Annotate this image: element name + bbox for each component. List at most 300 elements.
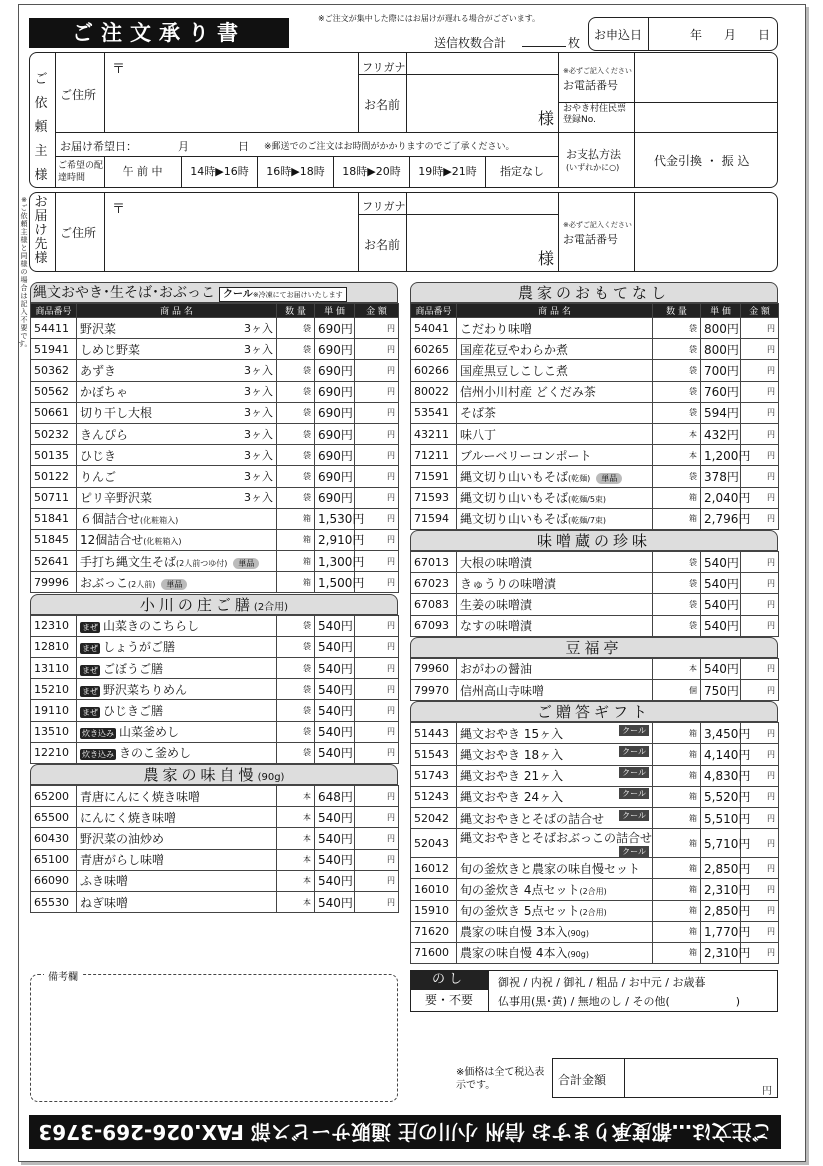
product-name-cell bbox=[457, 615, 653, 636]
product-sub: (2人前つゆ付) bbox=[176, 558, 228, 568]
amount-field[interactable]: 円 bbox=[355, 572, 399, 593]
product-name: ふき味噌 bbox=[80, 874, 129, 889]
product-name: しめじ野菜 bbox=[80, 342, 141, 357]
quantity-field[interactable]: 箱 bbox=[277, 572, 315, 593]
product-row bbox=[411, 900, 779, 921]
delivery-time-label: ご希望の配達時間 bbox=[58, 161, 104, 183]
amount-field[interactable]: 円 bbox=[741, 487, 779, 508]
quantity-field[interactable]: 袋 bbox=[277, 742, 315, 763]
product-row bbox=[31, 849, 399, 870]
product-table bbox=[30, 615, 399, 764]
amount-field[interactable]: 円 bbox=[355, 721, 399, 742]
client-address-field[interactable] bbox=[106, 54, 358, 130]
product-code: 67023 bbox=[411, 573, 457, 594]
unit-price: 1,300円 bbox=[315, 551, 355, 572]
column-header-qty: 数 量 bbox=[653, 304, 701, 318]
product-name: 縄文切り山いもそば bbox=[460, 512, 569, 527]
amount-field[interactable]: 円 bbox=[741, 573, 779, 594]
product-name-cell bbox=[77, 402, 277, 423]
amount-field[interactable]: 円 bbox=[355, 700, 399, 721]
quantity-field[interactable]: 袋 bbox=[653, 318, 701, 339]
product-table bbox=[30, 785, 399, 913]
remarks-box[interactable] bbox=[30, 974, 398, 1102]
amount-field[interactable]: 円 bbox=[741, 318, 779, 339]
year-label: 年 bbox=[690, 28, 703, 42]
amount-field[interactable]: 円 bbox=[355, 786, 399, 807]
amount-field[interactable]: 円 bbox=[741, 879, 779, 900]
product-name-cell bbox=[457, 552, 653, 573]
unit-price: 594円 bbox=[701, 402, 741, 423]
dest-side-label: お届け先様 bbox=[34, 195, 48, 266]
product-name-cell bbox=[77, 721, 277, 742]
product-row bbox=[31, 402, 399, 423]
product-name: 縄文おやき 18ヶ入 bbox=[460, 747, 564, 762]
product-row bbox=[411, 381, 779, 402]
amount-field[interactable]: 円 bbox=[741, 508, 779, 529]
product-code: 65100 bbox=[31, 849, 77, 870]
quantity-field[interactable]: 箱 bbox=[277, 529, 315, 550]
quantity-field[interactable]: 箱 bbox=[653, 487, 701, 508]
quantity-field[interactable]: 袋 bbox=[277, 679, 315, 700]
quantity-field[interactable]: 袋 bbox=[653, 466, 701, 487]
dest-postal-mark: 〒 bbox=[112, 202, 126, 217]
amount-field[interactable]: 円 bbox=[741, 679, 779, 700]
unit-price: 690円 bbox=[315, 487, 355, 508]
unit-price: 1,200円 bbox=[701, 445, 741, 466]
unit-price: 540円 bbox=[701, 594, 741, 615]
quantity-field[interactable]: 箱 bbox=[277, 508, 315, 529]
amount-field[interactable]: 円 bbox=[741, 858, 779, 879]
unit-price: 690円 bbox=[315, 445, 355, 466]
product-name-cell bbox=[457, 381, 653, 402]
unit-price: 540円 bbox=[315, 870, 355, 891]
quantity-field[interactable]: 袋 bbox=[277, 615, 315, 636]
quantity-field[interactable]: 袋 bbox=[277, 445, 315, 466]
product-code: 51845 bbox=[31, 529, 77, 550]
amount-field[interactable]: 円 bbox=[355, 423, 399, 444]
product-row bbox=[411, 723, 779, 744]
product-row bbox=[31, 508, 399, 529]
client-postal-mark: 〒 bbox=[112, 62, 126, 77]
total-label: 合計金額 bbox=[558, 1073, 607, 1087]
product-name: おぶっこ bbox=[80, 575, 129, 590]
unit-price: 540円 bbox=[315, 700, 355, 721]
unit-price: 540円 bbox=[315, 615, 355, 636]
product-sub: 3ヶ入 bbox=[244, 406, 273, 420]
remarks-label: 備考欄 bbox=[44, 968, 82, 983]
total-amount-field[interactable] bbox=[626, 1060, 776, 1096]
amount-field[interactable]: 円 bbox=[355, 657, 399, 678]
product-name-cell bbox=[77, 891, 277, 912]
amount-field[interactable]: 円 bbox=[355, 849, 399, 870]
product-row bbox=[31, 572, 399, 593]
delivery-date-label: お届け希望日： bbox=[60, 140, 137, 153]
amount-field[interactable]: 円 bbox=[355, 828, 399, 849]
unit-price: 4,830円 bbox=[701, 765, 741, 786]
product-name: ごぼうご膳 bbox=[103, 661, 164, 676]
amount-field[interactable]: 円 bbox=[741, 658, 779, 679]
product-row bbox=[31, 742, 399, 763]
dest-phone-label: お電話番号 bbox=[563, 233, 618, 246]
product-name: かぼちゃ bbox=[80, 385, 129, 400]
amount-field[interactable]: 円 bbox=[741, 339, 779, 360]
product-sub: (乾麺/5束) bbox=[568, 495, 607, 505]
amount-field[interactable]: 円 bbox=[741, 466, 779, 487]
quantity-field[interactable]: 本 bbox=[653, 423, 701, 444]
product-name: 山菜釜めし bbox=[119, 725, 180, 740]
quantity-field[interactable]: 本 bbox=[653, 658, 701, 679]
product-name: 農家の味自慢 3本入 bbox=[460, 925, 568, 940]
amount-field[interactable]: 円 bbox=[741, 445, 779, 466]
product-sub: 3ヶ入 bbox=[244, 448, 273, 462]
product-row bbox=[411, 508, 779, 529]
product-code: 79970 bbox=[411, 679, 457, 700]
unit-price: 2,796円 bbox=[701, 508, 741, 529]
amount-field[interactable]: 円 bbox=[355, 508, 399, 529]
amount-field[interactable]: 円 bbox=[355, 360, 399, 381]
product-row bbox=[31, 381, 399, 402]
quantity-field[interactable]: 本 bbox=[277, 786, 315, 807]
unit-price: 800円 bbox=[701, 339, 741, 360]
amount-field[interactable]: 円 bbox=[355, 636, 399, 657]
quantity-field[interactable]: 袋 bbox=[653, 594, 701, 615]
quantity-field[interactable]: 袋 bbox=[653, 573, 701, 594]
product-name: 信州高山寺味噌 bbox=[460, 683, 545, 698]
unit-price: 2,850円 bbox=[701, 858, 741, 879]
product-sub: (2合用) bbox=[579, 908, 607, 918]
amount-field[interactable]: 円 bbox=[741, 615, 779, 636]
payment-sub: (いずれかに○) bbox=[566, 163, 620, 172]
quantity-field[interactable]: 本 bbox=[653, 445, 701, 466]
quantity-field[interactable]: 袋 bbox=[277, 721, 315, 742]
time-option[interactable]: 19時▶21時 bbox=[410, 156, 486, 188]
product-code: 52641 bbox=[31, 551, 77, 572]
product-name-cell bbox=[77, 551, 277, 572]
single-item-badge: 単品 bbox=[233, 558, 259, 569]
fax-count-field[interactable] bbox=[522, 46, 566, 47]
product-name-cell bbox=[457, 744, 653, 765]
time-option[interactable]: 14時▶16時 bbox=[182, 156, 258, 188]
quantity-field[interactable]: 袋 bbox=[277, 318, 315, 339]
noshi-types[interactable]: 御祝 / 内祝 / 御礼 / 粗品 / お中元 / お歳暮 bbox=[498, 976, 706, 989]
unit-price: 690円 bbox=[315, 423, 355, 444]
product-name-cell bbox=[77, 339, 277, 360]
amount-field[interactable]: 円 bbox=[741, 807, 779, 828]
product-code: 60265 bbox=[411, 339, 457, 360]
column-header-qty: 数 量 bbox=[277, 304, 315, 318]
unit-price: 540円 bbox=[701, 658, 741, 679]
product-name: 青唐にんにく焼き味噌 bbox=[80, 789, 201, 804]
product-row bbox=[31, 891, 399, 912]
product-name-cell bbox=[77, 445, 277, 466]
amount-field[interactable]: 円 bbox=[355, 742, 399, 763]
quantity-field[interactable]: 袋 bbox=[277, 360, 315, 381]
product-name-cell bbox=[77, 636, 277, 657]
unit-price: 540円 bbox=[315, 636, 355, 657]
unit-price: 690円 bbox=[315, 466, 355, 487]
product-row bbox=[31, 636, 399, 657]
quantity-field[interactable]: 箱 bbox=[653, 807, 701, 828]
product-code: 71591 bbox=[411, 466, 457, 487]
time-option[interactable]: 16時▶18時 bbox=[258, 156, 334, 188]
product-name-cell bbox=[457, 942, 653, 963]
column-header-price: 単 価 bbox=[701, 304, 741, 318]
amount-field[interactable]: 円 bbox=[741, 765, 779, 786]
dest-address-field[interactable] bbox=[106, 194, 358, 270]
product-name: 縄文切り山いもそば bbox=[460, 491, 569, 506]
product-name-cell bbox=[77, 318, 277, 339]
product-code: 50661 bbox=[31, 402, 77, 423]
product-name-cell bbox=[457, 423, 653, 444]
quantity-field[interactable]: 箱 bbox=[653, 942, 701, 963]
amount-field[interactable]: 円 bbox=[355, 551, 399, 572]
product-row bbox=[411, 360, 779, 381]
product-code: 15210 bbox=[31, 679, 77, 700]
quantity-field[interactable]: 袋 bbox=[277, 423, 315, 444]
quantity-field[interactable]: 袋 bbox=[653, 615, 701, 636]
noshi-label: のし bbox=[410, 970, 488, 990]
quantity-field[interactable]: 袋 bbox=[277, 636, 315, 657]
quantity-field[interactable]: 箱 bbox=[653, 765, 701, 786]
dest-furigana-label: フリガナ bbox=[362, 200, 406, 213]
amount-field[interactable]: 円 bbox=[741, 723, 779, 744]
day-label: 日 bbox=[758, 28, 771, 42]
product-name-cell bbox=[457, 508, 653, 529]
product-row bbox=[31, 466, 399, 487]
quantity-field[interactable]: 本 bbox=[277, 807, 315, 828]
product-sub: 3ヶ入 bbox=[244, 491, 273, 505]
product-name-cell bbox=[457, 402, 653, 423]
quantity-field[interactable]: 袋 bbox=[653, 381, 701, 402]
product-name: 旬の釜炊き 5点セット bbox=[460, 904, 580, 919]
product-name: 国産花豆やわらか煮 bbox=[460, 342, 569, 357]
product-row bbox=[31, 700, 399, 721]
product-name-cell bbox=[457, 807, 653, 828]
product-row bbox=[411, 765, 779, 786]
quantity-field[interactable]: 本 bbox=[277, 828, 315, 849]
quantity-field[interactable]: 箱 bbox=[653, 723, 701, 744]
amount-field[interactable]: 円 bbox=[741, 900, 779, 921]
amount-field[interactable]: 円 bbox=[355, 318, 399, 339]
unit-price: 540円 bbox=[701, 552, 741, 573]
product-row bbox=[31, 679, 399, 700]
amount-field[interactable]: 円 bbox=[741, 402, 779, 423]
unit-price: 540円 bbox=[315, 807, 355, 828]
amount-field[interactable]: 円 bbox=[741, 552, 779, 573]
product-name: 山菜きのこちらし bbox=[103, 619, 200, 634]
product-name-cell bbox=[457, 573, 653, 594]
time-option[interactable]: 指定なし bbox=[500, 165, 544, 178]
amount-field[interactable]: 円 bbox=[355, 381, 399, 402]
product-code: 51941 bbox=[31, 339, 77, 360]
product-name: にんにく焼き味噌 bbox=[80, 810, 177, 825]
unit-price: 540円 bbox=[315, 828, 355, 849]
quantity-field[interactable]: 箱 bbox=[653, 879, 701, 900]
quantity-field[interactable]: 袋 bbox=[277, 402, 315, 423]
product-name: 国産黒豆しこしこ煮 bbox=[460, 363, 569, 378]
product-code: 52042 bbox=[411, 807, 457, 828]
section-title bbox=[410, 530, 778, 551]
delivery-day[interactable]: 日 bbox=[238, 140, 249, 153]
quantity-field[interactable]: 箱 bbox=[653, 786, 701, 807]
product-name-cell bbox=[77, 807, 277, 828]
column-header-amount: 金 額 bbox=[355, 304, 399, 318]
product-name-cell bbox=[77, 381, 277, 402]
product-row bbox=[31, 318, 399, 339]
quantity-field[interactable]: 袋 bbox=[653, 402, 701, 423]
amount-field[interactable]: 円 bbox=[355, 402, 399, 423]
section-title bbox=[410, 637, 778, 658]
amount-field[interactable]: 円 bbox=[741, 942, 779, 963]
product-name-cell bbox=[457, 318, 653, 339]
amount-field[interactable]: 円 bbox=[741, 423, 779, 444]
product-table bbox=[30, 303, 399, 593]
amount-field[interactable]: 円 bbox=[741, 829, 779, 858]
product-name-cell bbox=[457, 360, 653, 381]
product-name: りんご bbox=[80, 469, 117, 484]
dest-name-field[interactable] bbox=[408, 216, 538, 270]
product-row bbox=[411, 658, 779, 679]
amount-field[interactable]: 円 bbox=[355, 445, 399, 466]
unit-price: 2,310円 bbox=[701, 942, 741, 963]
amount-field[interactable]: 円 bbox=[741, 381, 779, 402]
payment-methods[interactable]: 代金引換 ・ 振 込 bbox=[654, 154, 750, 168]
amount-field[interactable]: 円 bbox=[355, 339, 399, 360]
amount-field[interactable]: 円 bbox=[355, 679, 399, 700]
quantity-field[interactable]: 袋 bbox=[653, 360, 701, 381]
product-code: 71620 bbox=[411, 921, 457, 942]
quantity-field[interactable]: 本 bbox=[277, 870, 315, 891]
unit-price: 540円 bbox=[701, 573, 741, 594]
product-sub: 3ヶ入 bbox=[244, 321, 273, 335]
cool-badge: クール bbox=[619, 788, 649, 799]
product-row bbox=[411, 942, 779, 963]
product-name-cell bbox=[457, 339, 653, 360]
amount-field[interactable]: 円 bbox=[355, 529, 399, 550]
quantity-field[interactable]: 袋 bbox=[277, 339, 315, 360]
quantity-field[interactable]: 箱 bbox=[653, 744, 701, 765]
product-row bbox=[411, 744, 779, 765]
product-row bbox=[31, 339, 399, 360]
product-name: ６個詰合せ bbox=[80, 512, 141, 527]
unit-price: 1,530円 bbox=[315, 508, 355, 529]
product-name-cell bbox=[77, 423, 277, 444]
product-code: 60266 bbox=[411, 360, 457, 381]
unit-price: 800円 bbox=[701, 318, 741, 339]
quantity-field[interactable]: 袋 bbox=[277, 487, 315, 508]
client-phone-label: お電話番号 bbox=[563, 79, 618, 92]
noshi-required[interactable]: 要・不要 bbox=[424, 993, 473, 1007]
product-row bbox=[31, 423, 399, 444]
noshi-types-2[interactable]: 仏事用(黒･黄) / 無地のし / その他( ) bbox=[498, 995, 741, 1008]
dest-phone-field[interactable] bbox=[636, 194, 776, 270]
client-name-field[interactable] bbox=[408, 76, 538, 130]
amount-field[interactable]: 円 bbox=[741, 594, 779, 615]
product-row bbox=[411, 487, 779, 508]
amount-field[interactable]: 円 bbox=[355, 487, 399, 508]
quantity-field[interactable]: 箱 bbox=[653, 508, 701, 529]
quantity-field[interactable]: 袋 bbox=[277, 466, 315, 487]
client-name-label: お名前 bbox=[364, 98, 401, 112]
cool-badge: クール bbox=[619, 746, 649, 757]
section-title bbox=[30, 764, 398, 785]
unit-price: 690円 bbox=[315, 381, 355, 402]
cool-badge: クール bbox=[619, 767, 649, 778]
quantity-field[interactable]: 本 bbox=[277, 849, 315, 870]
unit-price: 2,850円 bbox=[701, 900, 741, 921]
product-tag: まぜ bbox=[82, 623, 98, 633]
product-name-cell bbox=[457, 487, 653, 508]
quantity-field[interactable]: 袋 bbox=[653, 339, 701, 360]
product-name: 12個詰合せ bbox=[80, 533, 144, 548]
unit-price: 540円 bbox=[315, 679, 355, 700]
product-sub: (2合用) bbox=[579, 886, 607, 896]
quantity-field[interactable]: 袋 bbox=[277, 657, 315, 678]
cool-badge: クール bbox=[619, 846, 649, 857]
quantity-field[interactable]: 箱 bbox=[653, 858, 701, 879]
product-name: きゅうりの味噌漬 bbox=[460, 576, 557, 591]
apply-date-label: お申込日 bbox=[594, 28, 643, 42]
quantity-field[interactable]: 箱 bbox=[653, 829, 701, 858]
dest-side-note: ※ご依頼主様と同様の場合は記入不要です。 bbox=[18, 196, 32, 348]
product-name-cell bbox=[457, 786, 653, 807]
client-phone-field[interactable] bbox=[636, 54, 776, 102]
product-name-cell bbox=[77, 849, 277, 870]
product-row bbox=[411, 423, 779, 444]
product-code: 50711 bbox=[31, 487, 77, 508]
product-code: 53541 bbox=[411, 402, 457, 423]
unit-price: 2,040円 bbox=[701, 487, 741, 508]
quantity-field[interactable]: 本 bbox=[277, 891, 315, 912]
product-row bbox=[31, 870, 399, 891]
product-sub: (乾麺) bbox=[568, 473, 591, 483]
product-name-cell bbox=[77, 508, 277, 529]
quantity-field[interactable]: 袋 bbox=[277, 381, 315, 402]
unit-price: 700円 bbox=[701, 360, 741, 381]
section-suffix: (2合用) bbox=[253, 601, 289, 613]
cool-badge: クール bbox=[619, 810, 649, 821]
time-option[interactable]: 18時▶20時 bbox=[334, 156, 410, 188]
amount-field[interactable]: 円 bbox=[741, 360, 779, 381]
amount-field[interactable]: 円 bbox=[355, 891, 399, 912]
amount-field[interactable]: 円 bbox=[355, 807, 399, 828]
amount-field[interactable]: 円 bbox=[355, 615, 399, 636]
product-code: 51543 bbox=[411, 744, 457, 765]
product-code: 65530 bbox=[31, 891, 77, 912]
time-option[interactable]: 午 前 中 bbox=[104, 156, 182, 188]
column-header-code: 商品番号 bbox=[411, 304, 457, 318]
product-tag: まぜ bbox=[82, 686, 98, 696]
product-code: 51841 bbox=[31, 508, 77, 529]
amount-field[interactable]: 円 bbox=[355, 870, 399, 891]
quantity-field[interactable]: 箱 bbox=[653, 921, 701, 942]
amount-field[interactable]: 円 bbox=[741, 921, 779, 942]
quantity-field[interactable]: 袋 bbox=[653, 552, 701, 573]
quantity-field[interactable]: 個 bbox=[653, 679, 701, 700]
product-name-cell bbox=[457, 829, 653, 858]
unit-price: 5,510円 bbox=[701, 807, 741, 828]
amount-field[interactable]: 円 bbox=[355, 466, 399, 487]
amount-field[interactable]: 円 bbox=[741, 786, 779, 807]
product-name: 野沢菜の油炒め bbox=[80, 831, 165, 846]
delivery-month[interactable]: 月 bbox=[178, 140, 189, 153]
quantity-field[interactable]: 箱 bbox=[277, 551, 315, 572]
quantity-field[interactable]: 箱 bbox=[653, 900, 701, 921]
product-row bbox=[31, 657, 399, 678]
amount-field[interactable]: 円 bbox=[741, 744, 779, 765]
quantity-field[interactable]: 袋 bbox=[277, 700, 315, 721]
product-row bbox=[411, 445, 779, 466]
